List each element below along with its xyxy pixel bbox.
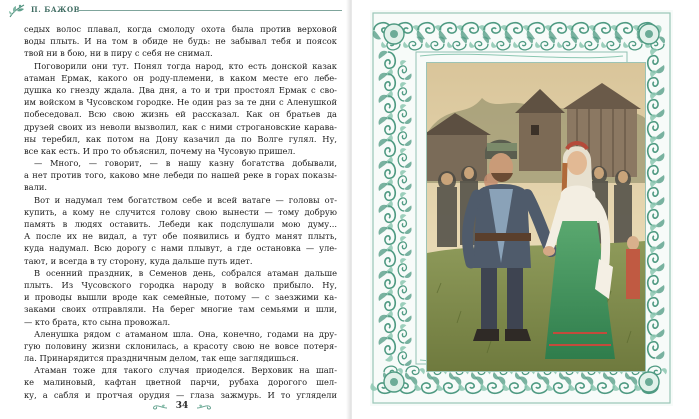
- text-line: ла. Принарядится праздничным делом, так еще заглядишься.: [24, 353, 299, 364]
- running-head: [6, 3, 344, 19]
- running-head-rule: [78, 10, 342, 11]
- text-line: Атаман тоже для такого случая приоделся. Верховик на шап-: [34, 365, 337, 376]
- right-page: [352, 0, 699, 419]
- text-line: им войском в Чусовском городке. Не один раз за те дни с Аленушкой: [24, 97, 337, 108]
- text-line: память в людях оставить. Лебеди как подслушали мою думу...: [24, 219, 337, 229]
- text-line: а нет против того, каково мне лебеди по нашей реке в горах показы-: [24, 170, 337, 181]
- text-line: душка ко гнезду ждала. Два дня, а то и три простоял Ермак с сво-: [24, 84, 337, 95]
- left-page: [0, 0, 349, 419]
- text-line: Вот и надумал тем богатством себе и всей ватаге — головы от-: [34, 194, 337, 205]
- child-figure: [626, 236, 640, 299]
- text-line: вали.: [24, 182, 48, 193]
- text-line: Аленушка рядом с атаманом шла. Она, конечно, годами на дру-: [34, 328, 337, 339]
- text-line: твой ни в бою, ни в пиру с себя не снимал.: [24, 48, 213, 59]
- text-line: Поговорили они тут. Понял тогда народ, кто есть донской казак: [34, 60, 337, 71]
- text-line: все как есть. И про то объяснил, почему на Чусовую пришел.: [24, 145, 296, 156]
- text-line: тают, и всегда в ту сторону, куда дальше путь идет.: [24, 255, 253, 266]
- text-line: А после их не видал, а тут обе появились и будто манят плыть,: [24, 231, 337, 242]
- illustration-cossack-and-woman: [426, 62, 646, 372]
- text-line: купить, а кому не случится голову свою вынести — тому добрую: [24, 206, 337, 217]
- text-line: побеседовал. Всю свою жизнь ей рассказал. Как он братьев да: [24, 109, 337, 120]
- text-line: ку, а сабля и протчая орудия — глаза зажмурь. И то углядели: [24, 389, 337, 400]
- text-line: В осенний праздник, в Семенов день, собрался атаман дальше: [34, 267, 337, 278]
- painting: [427, 63, 645, 371]
- text-line: ны теребил, как потом на Дону казачил да по Волге гулял. Ну,: [24, 133, 337, 144]
- ornamental-frame: [370, 10, 673, 406]
- text-line: друзей своих из неволи вызволил, как с ними строгановские карава-: [24, 121, 337, 132]
- body-text: [24, 23, 337, 401]
- page-footer: [150, 401, 214, 415]
- text-line: — Много, — говорит, — в нашу казну богатства добывали,: [34, 158, 337, 169]
- page-number: 34: [175, 401, 189, 411]
- text-line: заками своих отправляли. На берег многие там семьями и шли,: [24, 304, 337, 315]
- text-line: — кто брата, кто сына провожал.: [24, 316, 171, 327]
- text-line: и проводы вышли вроде как семейные, потому — с заезжими ка-: [24, 292, 337, 303]
- footer-ornament-right-icon: [196, 403, 214, 412]
- leaf-ornament-icon: [8, 3, 26, 19]
- text-line: плыть. Из Чусовского городка народу в войско прибыло. Ну,: [24, 279, 337, 290]
- text-line: ке малиновый, кафтан цветной парчи, рубаха дорогого шел-: [24, 377, 337, 388]
- footer-ornament-left-icon: [150, 403, 168, 412]
- text-line: седых волос плавал, когда смолоду охота была против верховой: [24, 24, 337, 34]
- text-line: гую половину жизни склонилась, а красоту свою не вовсе потеря-: [24, 340, 337, 351]
- text-line: атаман Ермак, какого он роду-племени, в каком месте его лебе-: [24, 72, 337, 83]
- running-head-author: П. БАЖОВ: [31, 5, 81, 14]
- text-line: куда надумал. Всю дорогу с нами плывут, а где остановка — уле-: [24, 243, 337, 254]
- text-line: воды плыть. И на том в обиде не будь: не забывал тебя и поясок: [24, 36, 337, 47]
